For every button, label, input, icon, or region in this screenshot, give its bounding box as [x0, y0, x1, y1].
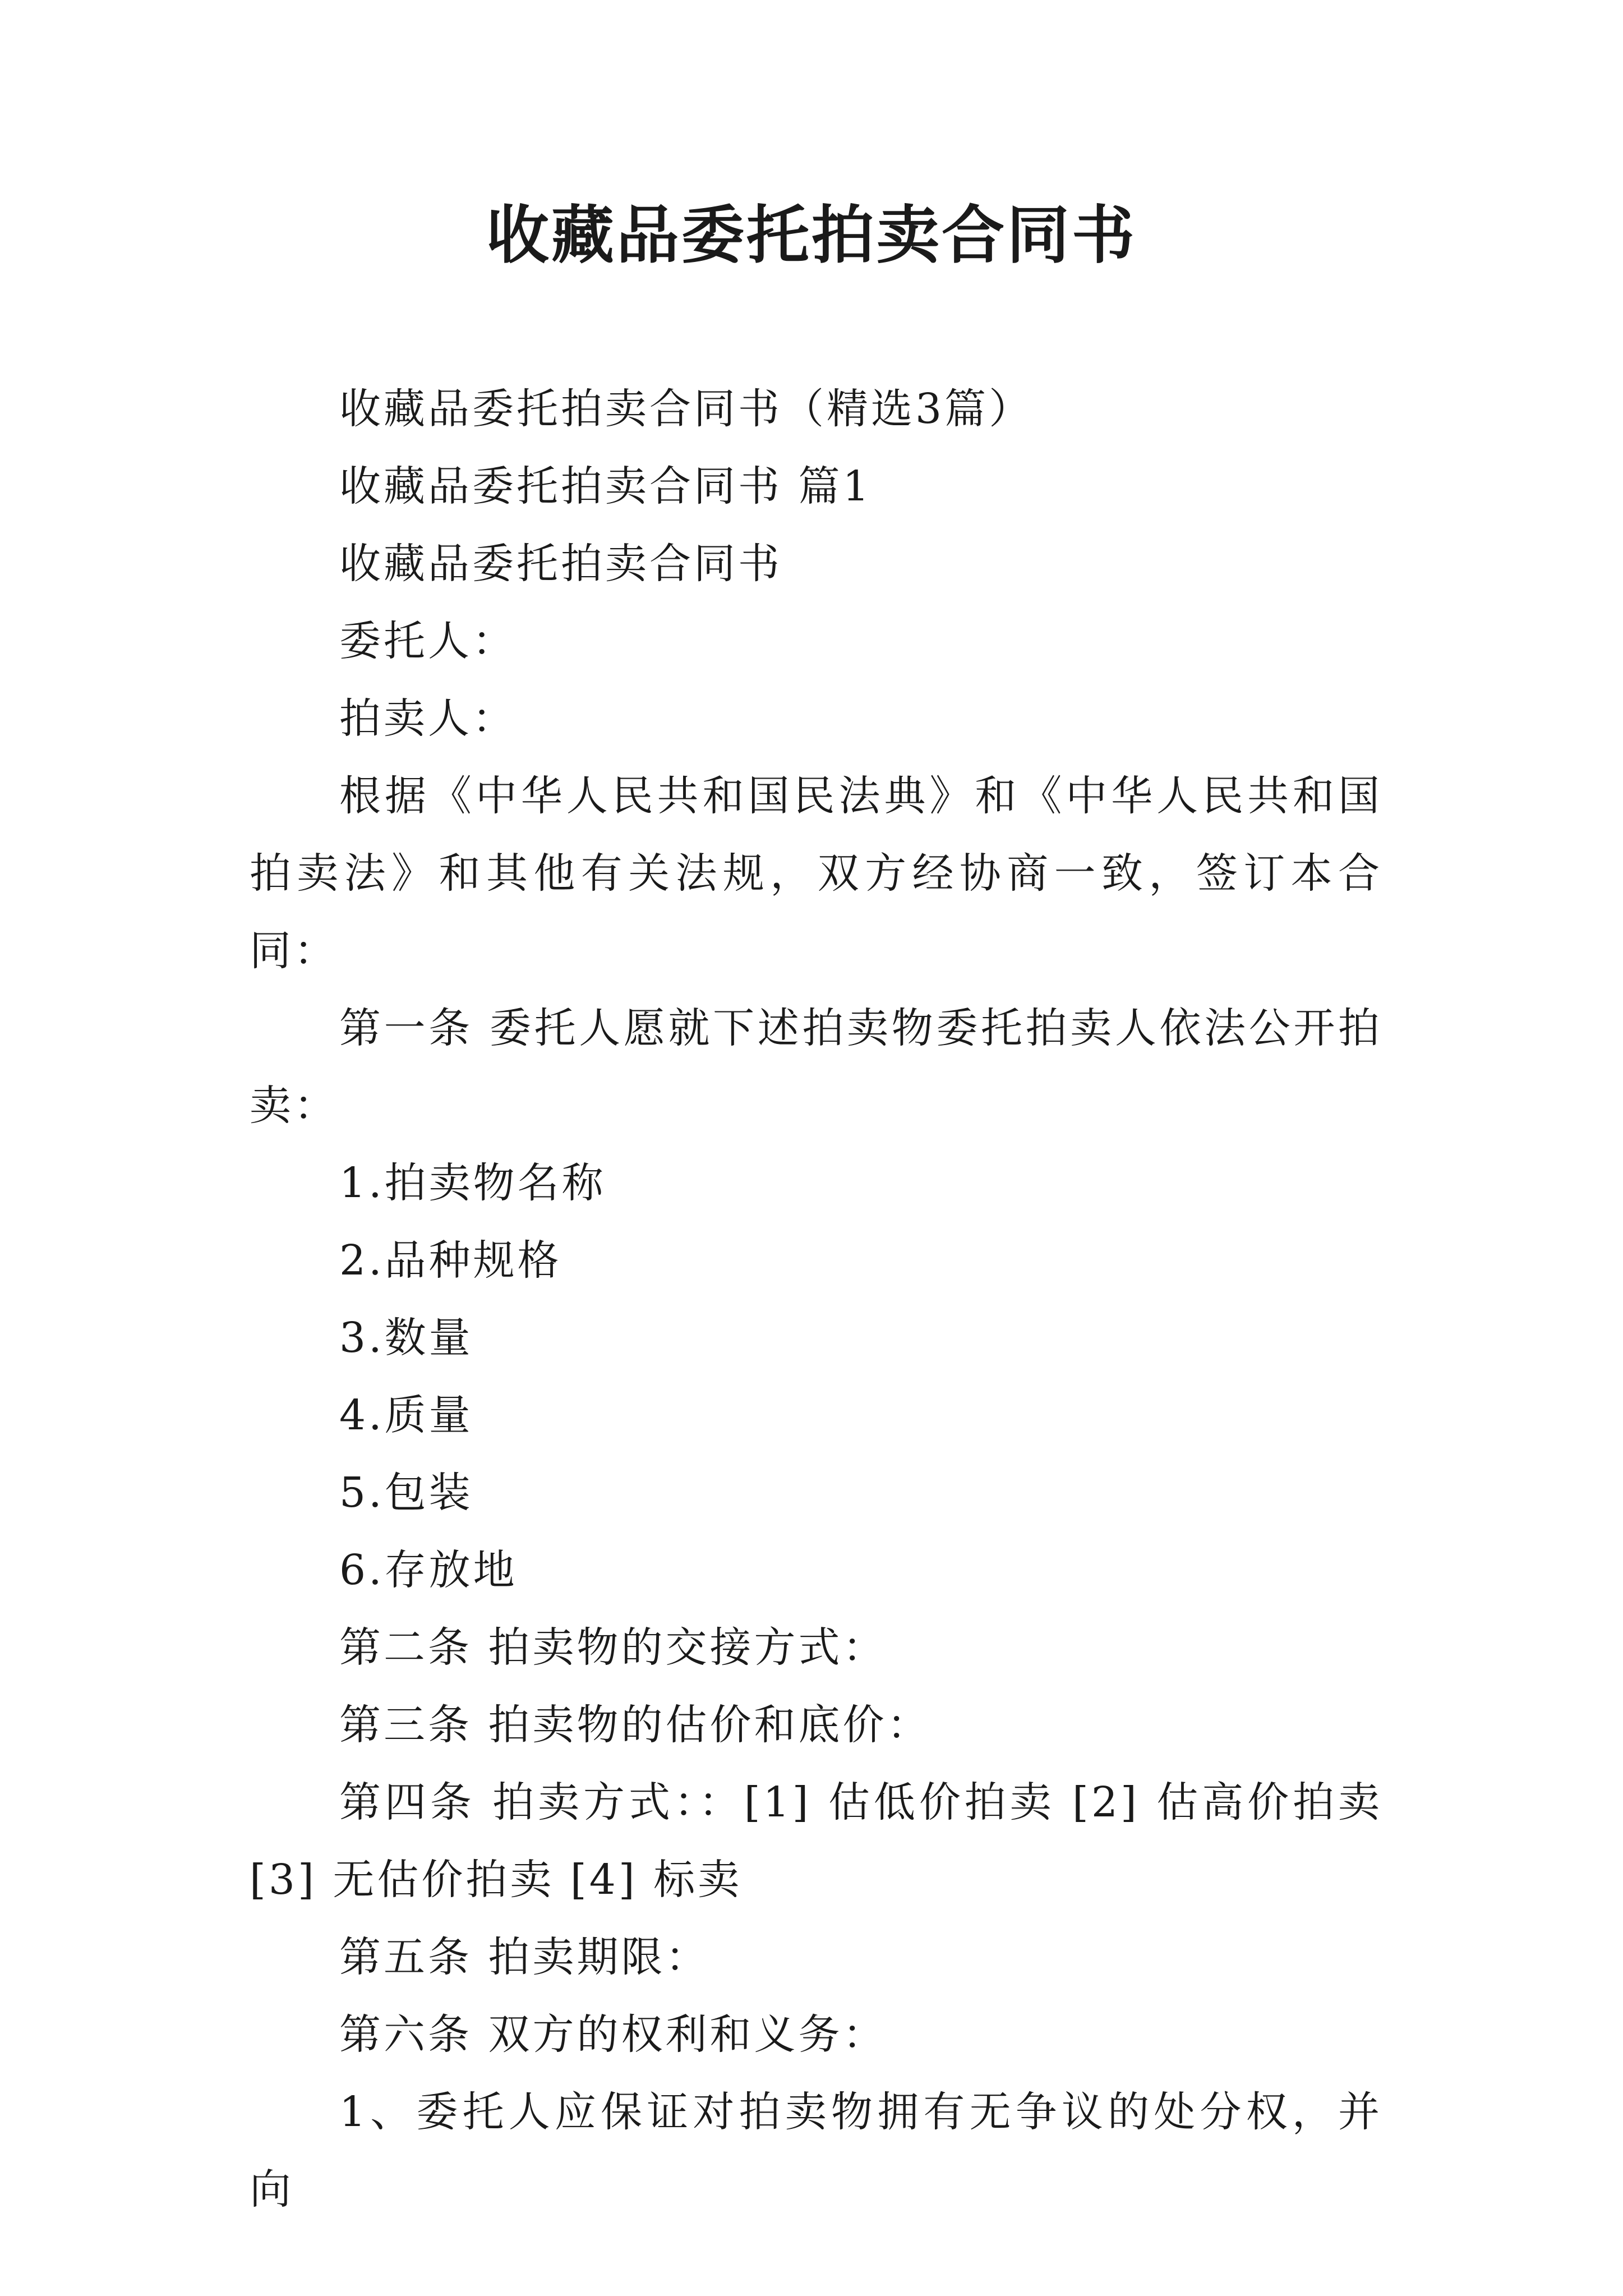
document-title: 收藏品委托拍卖合同书: [486, 199, 1137, 272]
paragraph-contract-title: 收藏品委托拍卖合同书: [339, 540, 782, 588]
paragraph-article-6-item-1: 1、委托人应保证对拍卖物拥有无争议的处分权，并向: [250, 2088, 1382, 2214]
list-item-packaging: 5.包装: [339, 1469, 473, 1517]
list-item-quantity: 3.数量: [339, 1314, 473, 1362]
list-item-specification: 2.品种规格: [339, 1236, 562, 1285]
paragraph-collection-title: 收藏品委托拍卖合同书（精选3篇）: [339, 385, 1034, 433]
paragraph-article-3: 第三条 拍卖物的估价和底价：: [339, 1701, 932, 1749]
list-item-storage-location: 6.存放地: [339, 1546, 518, 1594]
document-body: [250, 370, 1382, 2228]
paragraph-article-6: 第六条 双方的权利和义务：: [339, 2010, 887, 2059]
paragraph-consignor: 委托人：: [339, 617, 517, 665]
list-item-quality: 4.质量: [339, 1391, 473, 1439]
paragraph-article-1: 第一条 委托人愿就下述拍卖物委托拍卖人依法公开拍卖：: [250, 1004, 1382, 1130]
paragraph-auctioneer: 拍卖人：: [339, 694, 517, 743]
list-item-item-name: 1.拍卖物名称: [339, 1159, 606, 1207]
paragraph-article-2: 第二条 拍卖物的交接方式：: [339, 1623, 887, 1672]
paragraph-article-4: 第四条 拍卖方式：：[1] 估低价拍卖 [2] 估高价拍卖 [3] 无估价拍卖 [4] 标卖: [250, 1778, 1382, 1904]
paragraph-legal-basis: 根据《中华人民共和国民法典》和《中华人民共和国拍卖法》和其他有关法规，双方经协商一致，签订本合同：: [250, 772, 1382, 975]
paragraph-part-heading: 收藏品委托拍卖合同书 篇1: [339, 462, 872, 510]
paragraph-article-5: 第五条 拍卖期限：: [339, 1933, 710, 1981]
